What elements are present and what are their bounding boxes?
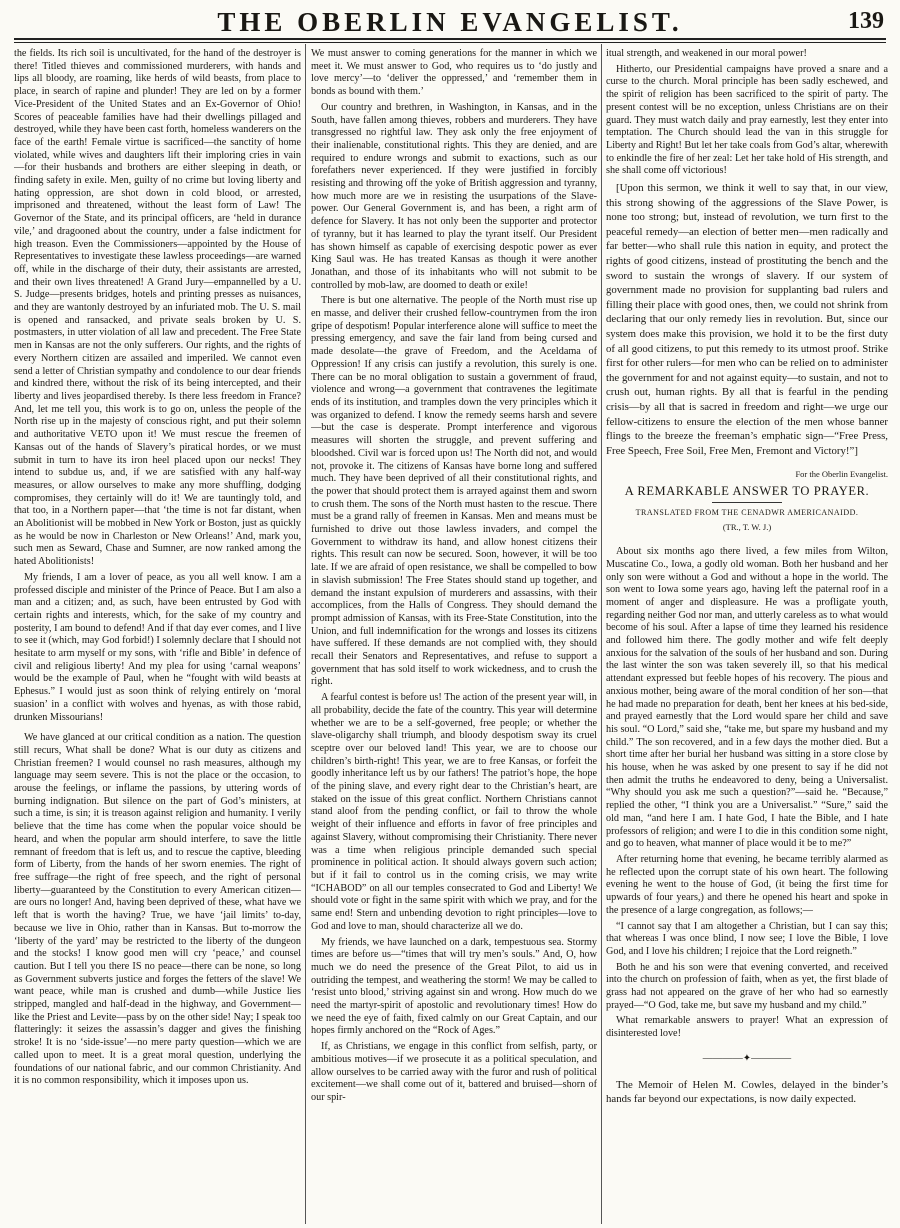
column-3 (606, 48, 888, 1220)
paragraph: What remarkable answers to prayer! What an expression of disinterested love! (606, 1015, 888, 1040)
paragraph: We must answer to coming generations for the manner in which we meet it. We must answer to God, who requires us to ‘do justly and love mercy’—to ‘deliver the oppressed,’ and ‘remember them in bonds as bound with them.’ (311, 48, 597, 98)
editorial-note: [Upon this sermon, we think it well to say that, in our view, this strong showing of the aggressions of the Slave Power, is none too strong; but, instead of revolution, we turn first to the peaceful remedy—an election of better men—men radically and far better—who shall rule this nation in equity, and protect the rights of good citizens, instead of prostituting the bench and the sword to sustain the wrongs of slavery. If our system of government made no provision for supplanting bad rulers and filling their place with good ones, then, we could not shrink from declaring that our only remedy lies in revolution. But, since our system does make this provision, we hold it to be the first duty of all good citizens, to put this remedy to its utmost proof. Strike first for other rulers—for men who can be relied on to administer the government for and not against equity—to sustain, and not to crush out, human rights. By all that is fearful in the pending crisis—by all that is sacred in freedom and right—we urge our fellow-citizens to ensure the election of the men whose banner flings to the breeze the freeman’s emphatic sign—“Free Press, Free Speech, Free Soil, Free Men, Fremont and Victory!”] (606, 182, 888, 457)
translator-credit: (TR., T. W. J.) (722, 522, 772, 533)
paragraph: After returning home that evening, he became terribly alarmed as he reflected upon the corrupt state of his own heart. The following evening he went to the house of God, (it being the first time for upwards of four years,) and there he opened his heart and spoke in the presence of a large congregation, as follows;— (606, 854, 888, 916)
paragraph: Hitherto, our Presidential campaigns have proved a snare and a curse to the church. Moral principle has been sadly eschewed, and the spirit of religion has been sacrificed to the spirit of party. The present contest will be no exception, unless Christians are on their guard. They must watch daily and pray earnestly, lest they enter into temptation. The Church should lead the van in this struggle for Liberty and Right! But let her take coals from God’s altar, wherewith to enkindle the fire of her zeal: Let her take hold of His strength, and she shall come off victorious! (606, 63, 888, 177)
newspaper-title: THE OBERLIN EVANGELIST. (217, 7, 683, 37)
page-number: 139 (848, 8, 884, 34)
paragraph: Both he and his son were that evening converted, and received into the church on profession of faith, when as yet, the first blade of grass had not appeared on the grave of her who had so earnestly prayed—“O God, take me, but save my husband and my child.” (606, 961, 888, 1011)
column-2 (311, 48, 597, 1220)
column-divider (305, 44, 306, 1224)
article-title: A REMARKABLE ANSWER TO PRAYER. (624, 484, 870, 499)
paragraph: We have glanced at our critical condition as a nation. The question still recurs, What shall be done? What is our duty as citizens and Christian freemen? I would counsel no rash measures, although my language may seem severe. This is not the place or the occasion, to arouse the feelings, or inflame the passions, by uttering words of burning indignation. But silence on the part of God’s ministers, at such a time, is sin; it is treason against religion and humanity. I verily believe that the time has come when the popular voice should be heard, and when the popular arm should interfere, to save the little remnant of freedom that is left us, and to rescue the captive, bleeding form of Liberty, from the hands of her sworn enemies. The right of free suffrage—the right of free speech, and the right of personal liberty—guaranteed by the Constitution to every American citizen—are ours no longer! And, having been deprived of these, what have we left that is worth the having? True, we have ‘jail limits’ to-day, because we live in Ohio, rather than in Kansas. But to-morrow the ‘liberty of the yard’ may be restricted to the liberty of the dungeon and the stocks! I know good men will cry ‘peace,’ and counsel caution. But I tell you there IS no peace—there can be none, so long as Government subverts justice and forges the fetters of the slave! We want peace, while man is crushed and dumb—while Justice lies stripped, mangled and half-dead in the highway, and Government—like the Priest and Levite—pass by on the other side! Nay; I speak too flatteringly: it seizes the assassin’s dagger and gives the finishing stroke! It is no ‘side-issue’—no mere party question—which we are called upon to meet. It is a great moral question, underlying the foundations of our national fabric, and our common Christianity. And it is no common responsibility, which it imposes upon us. (14, 732, 301, 1087)
paragraph: If, as Christians, we engage in this conflict from selfish, party, or ambitious motives—if we prosecute it as a political speculation, and allow ourselves to be carried away with the furor and rush of political excitement—we shall come out of it, battered and bruised—shorn of our spir- (311, 1041, 597, 1103)
paragraph: Our country and brethren, in Washington, in Kansas, and in the South, have fallen among thieves, robbers and murderers. They have transgressed no rightful law. They ask only the free enjoyment of their inalienable, constitutional rights. This they are denied, and are required to endure wrongs and submit to exactions, such as our forefathers never experienced. If they were justified in forcibly resisting and throwing off the yoke of British aggression and tyranny, how much more are we in resisting the usurpations of the Slave-power. Our General Government is, and has been, a right arm of defence for Slavery. It has not only been the supporter and protector of tyranny, but it has learned to play the tyrant itself. Our President has shown himself as capable of exercising despotic power as ever King Saul was. He has treated Kansas as though it were another Jonathan, and those of its inhabitants who will not submit to be controlled by mob-law, are doomed to death or exile! (311, 101, 597, 291)
paragraph: My friends, I am a lover of peace, as you all well know. I am a professed disciple and minister of the Prince of Peace. But I am also a man and a citizen; and, as such, have been entrusted by God with certain rights and interests, which, for the sake of my country and posterity, I am bound to defend! And if that day ever comes, and I live to see it (which, may God forbid!) I solemnly declare that I should not hesitate to arm myself or my sons, with ‘rifle and Bible’ in defence of civil and religious liberty! And my plea for using ‘carnal weapons’ would be the example of Paul, when he “fought with wild beasts at Ephesus.” I would just as soon think of relying entirely on ‘moral suasion’ in a conflict with wolves and hyenas, as with those rabid, drunken Missourians! (14, 571, 301, 723)
column-divider (601, 44, 602, 1224)
notice-paragraph: The Memoir of Helen M. Cowles, delayed in the binder’s hands far beyond our expectations, is now daily expected. (606, 1078, 888, 1105)
column-1 (14, 48, 301, 1220)
section-ornament: ————✦———— (702, 1052, 792, 1064)
masthead-rule (14, 42, 886, 43)
masthead (14, 4, 886, 40)
paragraph: A fearful contest is before us! The action of the present year will, in all probability, decide the fate of the country. This year will determine whether we are to be a self-governed, free people; or whether the slave-oligarchy shall triumph, and bloody despotism sway its cruel sceptre over our beloved land! This year, we are to choose our children’s birth-right! This year, we are to free Kansas, or forfeit the goodly inheritance left us by our fathers! The patriot’s hope, the hope of the pining slave, and every right dear to the Christian’s heart, are staked on the issue of this great conflict. Northern Christians cannot stand aloof from the pending conflict, or fail to throw the whole weight of their influence and efforts in favor of free principles and against Slavery, without compromising their Christianity. There never was a time when religious principle demanded such special prominence in political action. It should always govern such action; but if it fail to control us in the coming crisis, we may write “ICHABOD” on all our temples consecrated to God and Liberty! We should vote or fight in the same spirit with which we pray, and for the same end! Stern and unbending devotion to right principles—love to God and love to man, should characterize all we do. (311, 692, 597, 932)
article-credit: For the Oberlin Evangelist. (795, 469, 888, 480)
title-rule (712, 502, 782, 503)
paragraph: About six months ago there lived, a few miles from Wilton, Muscatine Co., Iowa, a godly old woman. Both her husband and her only son were without a God and without a hope in the world. The son went to Iowa some years ago, having left the paternal roof in a moment of anger and displeasure. He was a profligate youth, regarding neither God nor man, and utterly careless as to what would become of his soul. After a lapse of time they learned his residence and followed him there. The godly mother and wife felt deeply anxious for the salvation of the souls of her husband and son. During the last winter the son was taken severely ill, so that his medical attendant expressed but feeble hopes of his recovery. The pious and anxious mother, being aware of the moral condition of her son—that he had made no preparation for death, bent her knees at his bed-side, and prayed earnestly that the Lord would spare her child and save his soul. “O Lord,” said she, “take me, but spare my husband and my child.” The son recovered, and in a few days the mother died. But a short time after her burial her husband was sitting in a store close by his house, when he was asked by one present to say if he did not then admit the truths he endeavored to deny, being a Universalist. “Why should you ask me such a question?”—said he. “Because,” replied the other, “I think you are a Universalist.” “Sure,” said the old man, “and here I am. I hate God, I hate the Bible, and I hate professors of religion; and were I to die in this condition some night, and go to heaven, what manner of place would it be to me?” (606, 546, 888, 850)
paragraph: itual strength, and weakened in our moral power! (606, 48, 807, 59)
article-subhead: TRANSLATED FROM THE CENADWR AMERICANAIDD. (635, 507, 859, 517)
paragraph: “I cannot say that I am altogether a Christian, but I can say this; that whereas I was once blind, I now see; I love the Bible, I love God, and I love his children; I rejoice that the Lord reigneth.” (606, 920, 888, 957)
paragraph: My friends, we have launched on a dark, tempestuous sea. Stormy times are before us—“times that will try men’s souls.” And, O, how much we do need the presence of the Great Pilot, to aid us in outriding the tempest, and weathering the storm! We may be called to ‘resist unto blood,’ striving against sin and wrong. How much do we need the martyr-spirit of apostolic and revolutionary times! How do we need the eye of faith, fixed calmly on our Great Captain, and our hopes firmly anchored on the “Rock of Ages.” (311, 936, 597, 1037)
paragraph: the fields. Its rich soil is uncultivated, for the hand of the destroyer is there! Titled thieves and commissioned murderers, with hands and lips all bloody, are roaming, like herds of wild beasts, from place to place, in search of rapine and plunder! They are led on by a former Vice-President of the United States and an Ex-Governor of Ohio! Scores of peaceable families have had their dwellings pillaged and destroyed, while they have been cast forth, homeless wanderers on the face of the earth! Female virtue is sacrificed—the sanctity of home violated, while wives and daughters lift their imploring cries in vain—for their husbands and brothers are either sleeping in death, or finding safety in exile. Men, guilty of no crime but loving liberty and hating oppression, are shot down in cold blood, or arrested, imprisoned and threatened, without the least form of Law! The Governor of the State, and its principal officers, are ‘held in durance vile,’ and dragooned about the country, under a false indictment for high treason. Even the Commissioners—appointed by the House of Representatives to investigate these lawless proceedings—are warned off, while in the discharge of their duty, their assistants are arrested, and their own lives threatened! A Grand Jury—empannelled by a U. S. Judge—presents bridges, hotels and printing presses as nuisances, and they are wantonly destroyed by an infuriated mob. The U. S. mail is opened and ransacked, and private seals broken by U. S. postmasters, in utter violation of all law and precedent. The Free State men in Kansas are not the only sufferers. Our rights, and the rights of every Northern citizen are assailed and imperiled. We cannot even send a letter of Christian sympathy and condolence to our dear friends and kindred there, without the risk of its being intercepted, and their liberty and lives jeopardised thereby. Is there less freedom in France? And, let me tell you, this work is to go on, unless the people of the North rise up in the majesty of conscious right, and put their solemn and authoritative VETO upon it! We must rescue the freemen of Kansas out of the hands of Slavery’s piratical hordes, or we must submit in turn to have its iron heel placed upon our necks! They intend to subdue us, and, if we are satisfied with any half-way measures, or allow ourselves to make any more shuffling, dodging compromises, they certainly will do it! We are tauntingly told, and that too, in a Northern paper—that ‘the time is not far distant, when an Abolitionist will be mobbed in New York or Boston, just as quickly as he would be now in Charleston or New Orleans!’ And, mark you, such men as Seward, Chase and Sumner, are now ranked among the hated Abolitionists! (14, 48, 301, 568)
paragraph: There is but one alternative. The people of the North must rise up en masse, and deliver their crushed fellow-countrymen from the iron gripe of despotism! Popular interference alone will suffice to meet the pressing emergency, and save the fair land from being cursed and made desolate—the grave of Freedom, and the Aceldama of Oppression! If any crisis can justify a revolution, this surely is one. There can be no moral obligation to sustain a government of fraud, violence and wrong—a government that contravenes the legitimate ends of its institution, and tramples down the very principles which it was organized to defend. I know the remedy seems harsh and severe—but the case is desperate. Prompt interference and vigorous measures will shorten the struggle, and prevent suffering and bloodshed. Civil war is forced upon us! The North did not, and would not, provoke it. The citizens of Kansas have borne long and suffered much. They have been deprived of all their constitutional rights, and the power that should protect them is arrayed against them and sworn to crush them. The sons of the North must hasten to the rescue. There must be a grand rally of freemen in Kansas. Men and means must be furnished to drive out those lawless invaders, and compel the Government to withdraw its hand, and allow honest citizens their rights. This result can now be secured. Soon, however, it will be too late. If we are afraid of open resistance, we shall be compelled to bow in slavish submission! The Free States should stand up together, and demand the instant expulsion of murderers and assassins, with their accomplices, from the Halls of Congress. They should demand the prompt admission of Kansas, with its Free-State Constitution, into the Union, and full indemnification for the wrongs and losses its citizens have suffered. If these demands are not complied with, they should recall their Senators and Representatives, and refuse to support a government that has sold itself to work wickedness, and to crush the right. (311, 295, 597, 688)
